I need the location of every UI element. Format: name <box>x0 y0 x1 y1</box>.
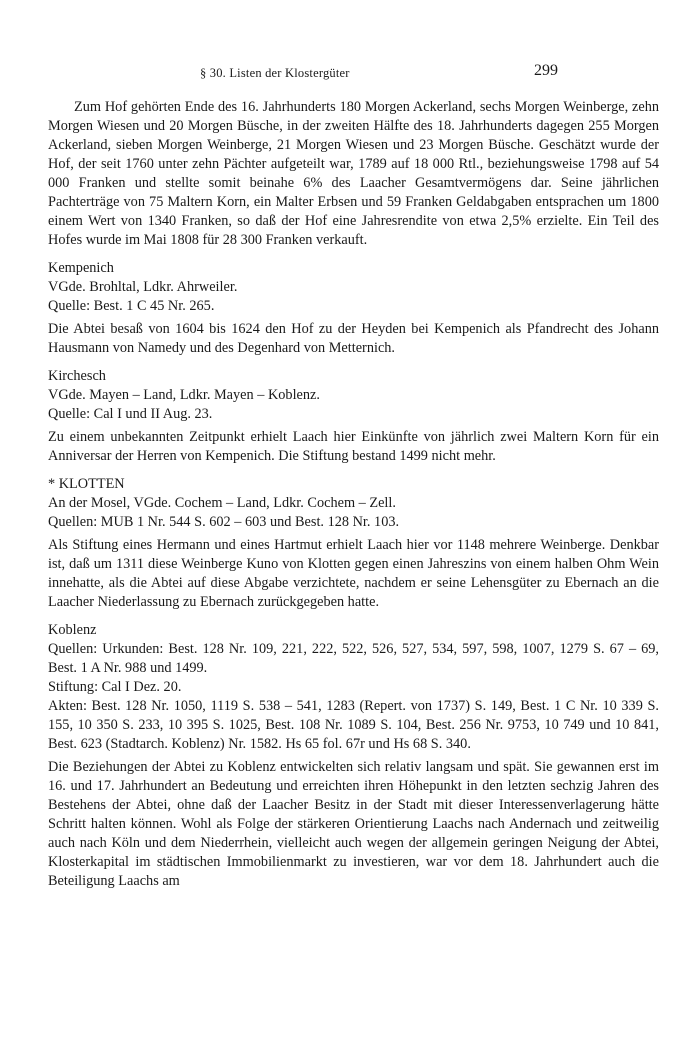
entry-klotten <box>48 475 659 612</box>
entry-sources: Quelle: Best. 1 C 45 Nr. 265. <box>48 298 215 314</box>
page-number: 299 <box>534 62 558 79</box>
entry-kempenich <box>48 259 659 358</box>
entry-foundation: Stiftung: Cal I Dez. 20. <box>48 679 182 695</box>
intro-paragraph: Zum Hof gehörten Ende des 16. Jahrhunderts 180 Morgen Ackerland, sechs Morgen Weinberge, zehn Morgen Wiesen und 20 Morgen Büsche, in der zweiten Hälfte des 18. Jahrhunderts dagegen 255 Morgen Ackerland, sieben Morgen Weinberge, 21 Morgen Wiesen und 23 Morgen Büsche. Geschätzt wurde der Hof, der seit 1760 unter zehn Pächter aufgeteilt war, 1789 auf 18 000 Rtl., beziehungsweise 1798 auf 54 000 Franken und stellte somit beinahe 6% des Laacher Gesamtvermögens dar. Seine jährlichen Pachterträge von 75 Maltern Korn, ein Malter Erbsen und 59 Franken Geldabgaben entsprachen um 1800 einem Wert von 1340 Franken, so daß der Hof eine Jahresrendite von etwa 2,5% erzielte. Ein Teil des Hofes wurde im Mai 1808 für 28 300 Franken verkauft. <box>48 99 659 248</box>
entry-text: Die Abtei besaß von 1604 bis 1624 den Hof zu der Heyden bei Kempenich als Pfandrecht des Johann Hausmann von Namedy und des Degenhard von Metternich. <box>48 321 659 356</box>
entry-sources: Quellen: MUB 1 Nr. 544 S. 602 – 603 und Best. 128 Nr. 103. <box>48 514 400 530</box>
entry-location: VGde. Brohltal, Ldkr. Ahrweiler. <box>48 279 238 295</box>
body-text <box>48 98 659 891</box>
entry-text: Zu einem unbekannten Zeitpunkt erhielt Laach hier Einkünfte von jährlich zwei Maltern Korn für ein Anniversar der Herren von Kempenich. Die Stiftung bestand 1499 nicht mehr. <box>48 429 659 464</box>
entry-text: Die Beziehungen der Abtei zu Koblenz entwickelten sich relativ langsam und spät. Sie gewannen erst im 16. und 17. Jahrhundert an Bedeutung und erreichten ihren Höhepunkt in den letzten sechzig Jahren des Bestehens der Abtei, ohne daß der Laacher Besitz in der Stadt mit dieser Interessenverlagerung hätte Schritt halten können. Wohl als Folge der stärkeren Orientierung Laachs nach Andernach und zeitweilig auch nach Köln und dem Niederrhein, vielleicht auch wegen der allgemein geringen Neigung der Abtei, Klosterkapital im städtischen Immobilienmarkt zu investieren, war vor dem 18. Jahrhundert auch die Beteiligung Laachs am <box>48 759 659 889</box>
entry-sources: Quelle: Cal I und II Aug. 23. <box>48 406 213 422</box>
entry-koblenz <box>48 621 659 891</box>
entry-sources-documents: Quellen: Urkunden: Best. 128 Nr. 109, 221, 222, 522, 526, 527, 534, 597, 598, 1007, 1279 S. 67 – 69, Best. 1 A Nr. 988 und 1499. <box>48 641 659 676</box>
entry-place: Koblenz <box>48 622 97 638</box>
entry-text: Als Stiftung eines Hermann und eines Hartmut erhielt Laach hier vor 1148 mehrere Weinberge. Denkbar ist, daß um 1311 diese Weinberge Kuno von Klotten gegen einen Jahreszins von einem halben Ohm Wein innehatte, als die Abtei auf diese Abgabe verzichtete, nachdem er seine Lehensgüter zu Ebernach an die Laacher Niederlassung zu Ebernach zurückgegeben hatte. <box>48 537 659 610</box>
entry-files: Akten: Best. 128 Nr. 1050, 1119 S. 538 – 541, 1283 (Repert. von 1737) S. 149, Best. 1 C Nr. 10 339 S. 155, 10 350 S. 233, 10 395 S. 1025, Best. 108 Nr. 1089 S. 104, Best. 256 Nr. 9753, 10 749 und 10 841, Best. 623 (Stadtarch. Koblenz) Nr. 1582. Hs 65 fol. 67r und Hs 68 S. 340. <box>48 698 659 752</box>
running-title: § 30. Listen der Klostergüter <box>200 66 350 80</box>
entry-location: An der Mosel, VGde. Cochem – Land, Ldkr. Cochem – Zell. <box>48 495 396 511</box>
entry-location: VGde. Mayen – Land, Ldkr. Mayen – Koblenz. <box>48 387 320 403</box>
entry-kirchesch <box>48 367 659 466</box>
entry-place: * KLOTTEN <box>48 476 125 492</box>
entry-place: Kirchesch <box>48 368 106 384</box>
entry-place: Kempenich <box>48 260 114 276</box>
